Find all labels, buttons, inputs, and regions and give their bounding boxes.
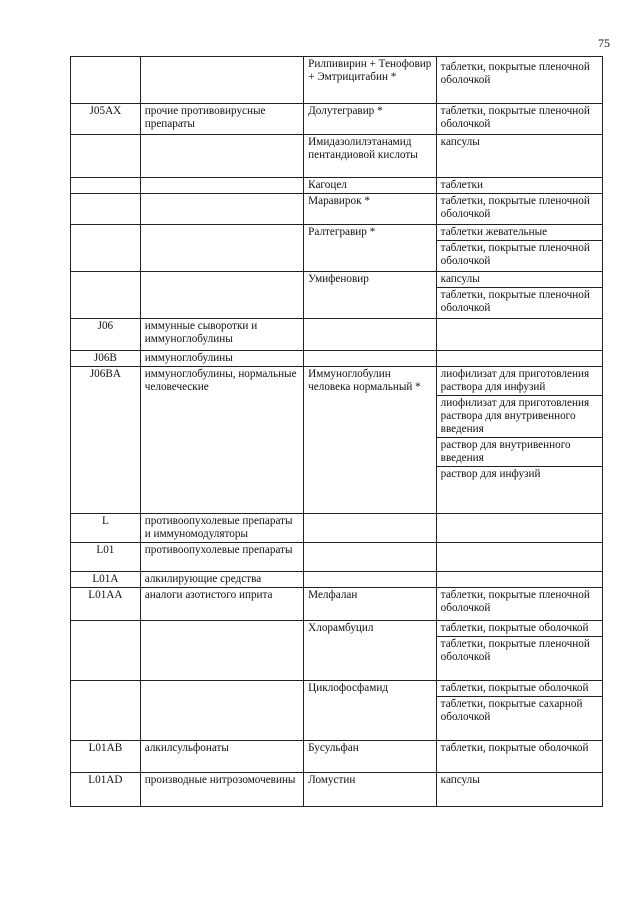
dosage-form-cell — [437, 572, 602, 587]
dosage-form: таблетки, покрытые оболочкой — [440, 742, 589, 754]
atc-code-cell: L01AA — [71, 588, 141, 620]
atc-code-cell — [71, 57, 141, 103]
dosage-form-cell — [437, 104, 602, 134]
dosage-form-cell — [437, 514, 602, 542]
drug-name-cell: Имидазолилэтанамид пентандиовой кислоты — [304, 135, 437, 177]
dosage-form-cell — [437, 194, 602, 224]
table-row — [70, 178, 603, 194]
dosage-form — [437, 351, 602, 366]
group-name-cell — [141, 178, 304, 193]
dosage-form-cell — [437, 543, 602, 571]
drug-name-cell: Ломустин — [304, 773, 437, 806]
dosage-form: раствор для внутривенного введения — [437, 438, 602, 467]
group-name-cell: иммуноглобулины — [141, 351, 304, 366]
dosage-form-cell — [437, 741, 602, 772]
table-row — [70, 572, 603, 588]
dosage-form-cell — [437, 178, 602, 193]
table-row — [70, 225, 603, 272]
group-name-cell: аналоги азотистого иприта — [141, 588, 304, 620]
group-name-cell: противоопухолевые препараты и иммуномодуляторы — [141, 514, 304, 542]
dosage-form-cell — [437, 588, 602, 620]
drug-name-cell: Кагоцел — [304, 178, 437, 193]
atc-code-cell: L01A — [71, 572, 141, 587]
group-name-cell: алкилирующие средства — [141, 572, 304, 587]
drug-name-cell: Хлорамбуцил — [304, 621, 437, 680]
drug-name-cell: Маравирок * — [304, 194, 437, 224]
atc-code-cell: J05AX — [71, 104, 141, 134]
dosage-form-cell — [437, 773, 602, 806]
drug-name-cell: Ралтегравир * — [304, 225, 437, 271]
group-name-cell: алкилсульфонаты — [141, 741, 304, 772]
dosage-form: таблетки — [440, 179, 483, 191]
dosage-form: капсулы — [440, 136, 480, 148]
atc-code-cell — [71, 681, 141, 740]
drug-name-cell: Умифеновир — [304, 272, 437, 318]
group-name-cell — [141, 681, 304, 740]
dosage-form-cell — [437, 351, 602, 366]
table-row — [70, 56, 603, 104]
drug-name-cell: Рилпивирин + Тенофовир + Эмтрицитабин * — [304, 57, 437, 103]
dosage-form — [437, 319, 602, 334]
dosage-form-cell — [437, 135, 602, 177]
dosage-form: таблетки, покрытые пленочной оболочкой — [440, 195, 590, 220]
dosage-form-cell — [437, 225, 602, 271]
table-row — [70, 543, 603, 572]
dosage-form — [437, 543, 602, 558]
table-row — [70, 514, 603, 543]
atc-code-cell: L01AB — [71, 741, 141, 772]
group-name-cell — [141, 225, 304, 271]
drug-name-cell: Мелфалан — [304, 588, 437, 620]
group-name-cell: противоопухолевые препараты — [141, 543, 304, 571]
dosage-form — [437, 572, 602, 587]
dosage-form — [437, 514, 602, 529]
dosage-form: лиофилизат для приготовления раствора для внутривенного введения — [437, 396, 602, 438]
dosage-form-cell — [437, 57, 602, 103]
atc-code-cell: L01AD — [71, 773, 141, 806]
drug-name-cell — [304, 543, 437, 571]
table-row — [70, 319, 603, 351]
dosage-form: таблетки, покрытые пленочной оболочкой — [440, 105, 590, 130]
table-row — [70, 194, 603, 225]
dosage-form: капсулы — [437, 272, 602, 288]
drug-name-cell — [304, 514, 437, 542]
dosage-form-cell — [437, 319, 602, 350]
atc-code-cell — [71, 135, 141, 177]
table-row — [70, 681, 603, 741]
group-name-cell — [141, 272, 304, 318]
group-name-cell: иммуноглобулины, нормальные человеческие — [141, 367, 304, 513]
atc-code-cell: J06BA — [71, 367, 141, 513]
dosage-form: таблетки, покрытые сахарной оболочкой — [440, 698, 583, 723]
dosage-form: таблетки, покрытые пленочной оболочкой — [440, 61, 590, 86]
dosage-form: таблетки, покрытые оболочкой — [437, 621, 602, 637]
drug-name-cell — [304, 572, 437, 587]
dosage-form-cell — [437, 621, 602, 680]
atc-code-cell — [71, 621, 141, 680]
drug-name-cell: Циклофосфамид — [304, 681, 437, 740]
dosage-form: таблетки, покрытые пленочной оболочкой — [440, 242, 590, 267]
dosage-form-cell — [437, 272, 602, 318]
table-row — [70, 621, 603, 681]
atc-code-cell: J06 — [71, 319, 141, 350]
atc-code-cell — [71, 272, 141, 318]
dosage-form: таблетки, покрытые пленочной оболочкой — [440, 289, 590, 314]
group-name-cell — [141, 57, 304, 103]
atc-code-cell — [71, 178, 141, 193]
atc-code-cell: J06B — [71, 351, 141, 366]
table-row — [70, 367, 603, 514]
drug-name-cell — [304, 319, 437, 350]
table-row — [70, 104, 603, 135]
group-name-cell: производные нитрозомочевины — [141, 773, 304, 806]
drug-name-cell: Долутегравир * — [304, 104, 437, 134]
group-name-cell — [141, 621, 304, 680]
table-row — [70, 135, 603, 178]
drug-table — [70, 56, 603, 807]
dosage-form: таблетки, покрытые пленочной оболочкой — [440, 589, 590, 614]
atc-code-cell: L01 — [71, 543, 141, 571]
atc-code-cell: L — [71, 514, 141, 542]
group-name-cell: иммунные сыворотки и иммуноглобулины — [141, 319, 304, 350]
dosage-form: таблетки, покрытые оболочкой — [437, 681, 602, 697]
drug-name-cell: Бусульфан — [304, 741, 437, 772]
dosage-form: таблетки, покрытые пленочной оболочкой — [440, 638, 590, 663]
atc-code-cell — [71, 194, 141, 224]
dosage-form-cell — [437, 681, 602, 740]
table-row — [70, 773, 603, 807]
page-number: 75 — [598, 36, 610, 50]
group-name-cell: прочие противовирусные препараты — [141, 104, 304, 134]
group-name-cell — [141, 194, 304, 224]
dosage-form-cell — [437, 367, 602, 513]
table-row — [70, 272, 603, 319]
atc-code-cell — [71, 225, 141, 271]
drug-name-cell: Иммуноглобулин человека нормальный * — [304, 367, 437, 513]
table-row — [70, 741, 603, 773]
table-row — [70, 588, 603, 621]
drug-name-cell — [304, 351, 437, 366]
dosage-form: раствор для инфузий — [440, 468, 541, 480]
dosage-form: капсулы — [440, 774, 480, 786]
table-row — [70, 351, 603, 367]
group-name-cell — [141, 135, 304, 177]
dosage-form: лиофилизат для приготовления раствора для инфузий — [437, 367, 602, 396]
dosage-form: таблетки жевательные — [437, 225, 602, 241]
